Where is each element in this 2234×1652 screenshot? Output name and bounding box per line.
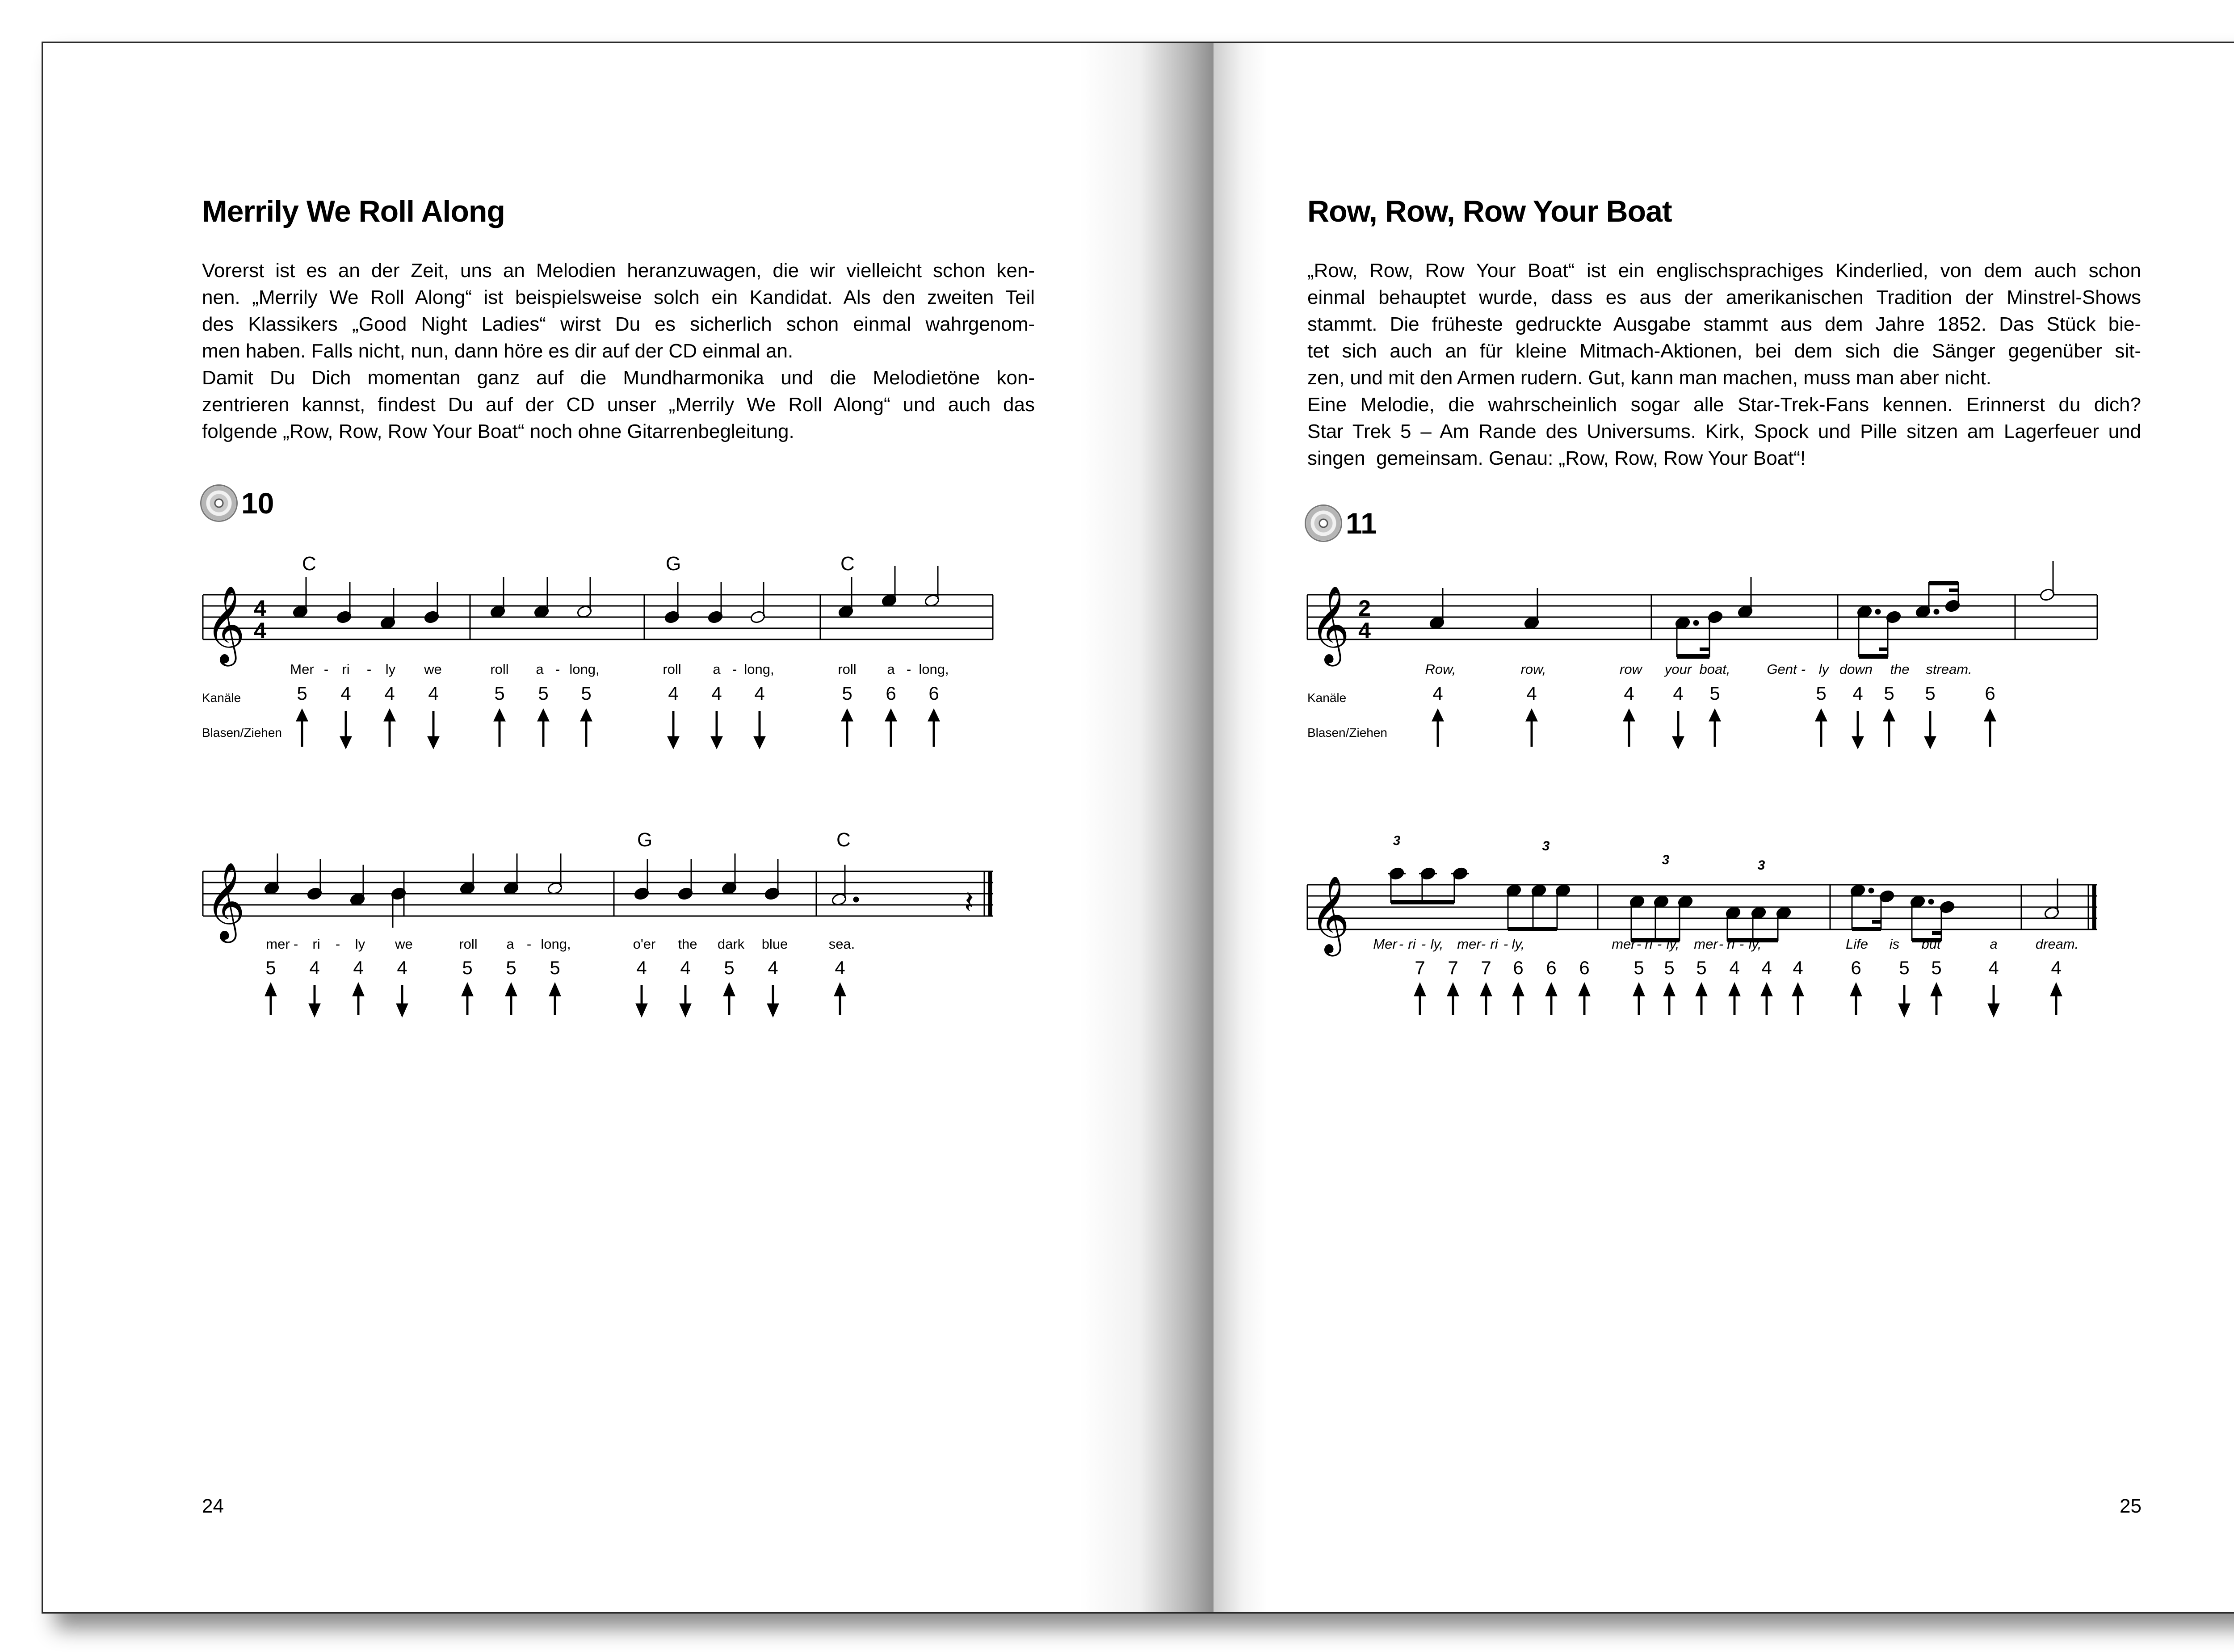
- blow-arrow-icon: [1433, 711, 1442, 747]
- lyric: o'er: [633, 936, 656, 952]
- lyric: is: [1889, 936, 1900, 952]
- draw-arrow-icon: [669, 711, 678, 747]
- lyric: -: [526, 936, 532, 952]
- channel-number: 5: [1709, 683, 1720, 704]
- lyric: the: [1890, 661, 1910, 677]
- blow-arrow-icon: [2052, 985, 2061, 1015]
- paragraph-line: des Klassikers „Good Night Ladies“ wirst Du es sicherlich schon einmal wahrgenom-: [202, 313, 1035, 335]
- draw-arrow-icon: [712, 711, 721, 747]
- treble-clef-icon: 𝄞: [206, 862, 245, 940]
- draw-arrow-icon: [1853, 711, 1862, 747]
- lyric: dream.: [2035, 936, 2079, 952]
- paragraph-line: nen. „Merrily We Roll Along“ ist beispielsweise solch ein Kandidat. Als den zweiten Teil: [202, 286, 1035, 308]
- channel-number: 6: [1851, 957, 1861, 978]
- channel-number: 4: [1729, 957, 1740, 978]
- draw-arrow-icon: [768, 985, 777, 1015]
- track-number: 11: [1346, 507, 1377, 540]
- lyric: long,: [541, 936, 571, 952]
- lyric: a: [713, 661, 721, 677]
- draw-arrow-icon: [1674, 711, 1683, 747]
- chord-symbol: G: [637, 829, 653, 851]
- lyric: -: [1657, 936, 1662, 952]
- channel-number: 5: [1884, 683, 1894, 704]
- channel-number: 4: [835, 957, 845, 978]
- note-group: [1429, 561, 2055, 657]
- time-signature-top: 2: [1358, 596, 1371, 621]
- paragraph-line: Star Trek 5 – Am Rande des Universums. Kirk, Spock und Pille sitzen am Lagerfeuer und: [1307, 420, 2141, 442]
- blow-arrow-icon: [1885, 711, 1894, 747]
- triplet-mark: 3: [1542, 839, 1550, 853]
- staff-lines: [203, 595, 993, 639]
- blow-arrow-icon: [1817, 711, 1826, 747]
- channel-number: 4: [680, 957, 691, 978]
- blow-arrow-icon: [1986, 711, 1995, 747]
- paragraph-line: „Row, Row, Row Your Boat“ ist ein englischsprachiges Kinderlied, von dem auch schon: [1307, 260, 2141, 282]
- channel-number: 5: [842, 683, 852, 704]
- blow-arrow-icon: [1527, 711, 1536, 747]
- paragraph-line: tet sich auch an für kleine Mitmach-Aktionen, bei dem sich die Sänger gegenüber sit-: [1307, 340, 2141, 362]
- blow-arrow-icon: [836, 985, 844, 1015]
- paragraph-line: singen gemeinsam. Genau: „Row, Row, Row Your Boat“!: [1307, 447, 1806, 469]
- channel-number: 6: [928, 683, 939, 704]
- lyric: ly,: [1512, 936, 1525, 952]
- lyric: -: [293, 936, 298, 952]
- draw-arrow-icon: [1989, 985, 1998, 1015]
- channel-number: 4: [340, 683, 351, 704]
- channel-number: 4: [711, 683, 722, 704]
- channel-numbers: [1432, 683, 1995, 704]
- lyric: roll: [663, 661, 681, 677]
- lyric: sea.: [828, 936, 855, 952]
- score-system-1: [43, 43, 1205, 1612]
- lyric: a: [887, 661, 895, 677]
- lyric: long,: [744, 661, 774, 677]
- blow-arrow-icon: [266, 985, 275, 1015]
- channel-numbers: [1415, 957, 2061, 978]
- channel-number: 6: [1985, 683, 1995, 704]
- lyric: ri: [1727, 936, 1735, 952]
- blow-arrow-icon: [582, 711, 591, 747]
- lyric: stream.: [1926, 661, 1972, 677]
- lyric: Gent: [1767, 661, 1797, 677]
- paragraph-line: zen, und mit den Armen rudern. Gut, kann man machen, muss man aber nicht.: [1307, 367, 1991, 389]
- draw-arrow-icon: [1926, 711, 1935, 747]
- channel-number: 7: [1481, 957, 1491, 978]
- channel-number: 5: [1899, 957, 1910, 978]
- lyric: down: [1839, 661, 1873, 677]
- paragraph-line: zentrieren kannst, findest Du auf der CD unser „Merrily We Roll Along“ und auch das: [202, 394, 1035, 416]
- channel-number: 5: [506, 957, 517, 978]
- time-signature-top: 4: [254, 596, 266, 621]
- channel-number: 4: [1988, 957, 1999, 978]
- blow-arrow-icon: [1730, 985, 1739, 1015]
- lyric: Mer: [1373, 936, 1397, 952]
- lyric: ly,: [1748, 936, 1762, 952]
- lyric: row,: [1520, 661, 1546, 677]
- lyric: -: [335, 936, 340, 952]
- page-right: [1151, 43, 2234, 1612]
- lyric: -: [323, 661, 329, 677]
- draw-arrow-icon: [398, 985, 407, 1015]
- blow-arrow-icon: [929, 711, 938, 747]
- time-signature-bottom: 4: [1358, 618, 1371, 643]
- channel-numbers: [297, 683, 939, 704]
- lyric: long,: [569, 661, 600, 677]
- channels-label: Kanäle: [1307, 691, 1347, 705]
- channels-label: Kanäle: [202, 691, 241, 705]
- channel-number: 4: [1432, 683, 1443, 704]
- channel-number: 4: [768, 957, 778, 978]
- lyric: ly: [1818, 661, 1829, 677]
- lyric: Mer: [290, 661, 314, 677]
- blow-arrow-icon: [1547, 985, 1556, 1015]
- channel-number: 5: [550, 957, 560, 978]
- draw-arrow-icon: [755, 711, 764, 747]
- song-title: Row, Row, Row Your Boat: [1307, 194, 1672, 228]
- lyric: a: [1990, 936, 1998, 952]
- dot: [854, 897, 858, 902]
- blow-arrow-icon: [1415, 985, 1424, 1015]
- channel-number: 4: [1852, 683, 1863, 704]
- treble-clef-icon: 𝄞: [206, 585, 245, 663]
- lyric: boat,: [1699, 661, 1730, 677]
- blow-arrow-icon: [1697, 985, 1706, 1015]
- channel-number: 4: [754, 683, 765, 704]
- page-number: 25: [2120, 1495, 2142, 1517]
- arrow-row: [266, 985, 844, 1015]
- blow-arrow-icon: [1710, 711, 1719, 747]
- lyric: ri: [342, 661, 350, 677]
- lyric: roll: [490, 661, 509, 677]
- lyric: -: [1636, 936, 1642, 952]
- lyric: -: [1421, 936, 1426, 952]
- lyric: dark: [717, 936, 745, 952]
- channel-number: 5: [724, 957, 735, 978]
- lyric: -: [1398, 936, 1404, 952]
- lyric: mer: [1612, 936, 1636, 952]
- lyric: the: [678, 936, 697, 952]
- chord-symbol: C: [836, 829, 851, 851]
- channel-number: 4: [2051, 957, 2062, 978]
- blow-arrow-icon: [463, 985, 472, 1015]
- channel-number: 4: [1793, 957, 1803, 978]
- draw-arrow-icon: [429, 711, 438, 747]
- triplet-marks: [1393, 833, 1765, 873]
- blow-draw-label: Blasen/Ziehen: [1307, 726, 1388, 740]
- staff-lines: [1307, 595, 2097, 639]
- blow-arrow-icon: [1580, 985, 1589, 1015]
- blow-arrow-icon: [1762, 985, 1771, 1015]
- lyric: ly: [355, 936, 365, 952]
- blow-arrow-icon: [1449, 985, 1457, 1015]
- quarter-rest-icon: 𝄽: [964, 884, 974, 921]
- chord-symbol: G: [666, 553, 681, 575]
- channel-number: 4: [353, 957, 364, 978]
- lyric: ly: [385, 661, 396, 677]
- blow-arrow-icon: [539, 711, 548, 747]
- lyric: we: [424, 661, 442, 677]
- lyric: a: [506, 936, 514, 952]
- channel-number: 4: [397, 957, 407, 978]
- lyric: -: [732, 661, 737, 677]
- lyric: ri: [1490, 936, 1498, 952]
- blow-arrow-icon: [507, 985, 516, 1015]
- channel-number: 6: [1579, 957, 1590, 978]
- triplet-mark: 3: [1393, 833, 1401, 848]
- lyric: -: [1739, 936, 1744, 952]
- arrow-row: [1415, 985, 2061, 1015]
- blow-arrow-icon: [1852, 985, 1860, 1015]
- paragraph-line: einmal behauptet wurde, dass es aus der amerikanischen Tradition der Minstrel-Shows: [1307, 286, 2141, 308]
- channel-number: 4: [384, 683, 395, 704]
- blow-arrow-icon: [1932, 985, 1941, 1015]
- draw-arrow-icon: [1900, 985, 1909, 1015]
- channel-number: 4: [1526, 683, 1537, 704]
- chord-symbol: C: [302, 553, 316, 575]
- channel-number: 5: [462, 957, 473, 978]
- channel-number: 6: [1513, 957, 1524, 978]
- lyric: your: [1664, 661, 1692, 677]
- channel-number: 6: [1546, 957, 1557, 978]
- channel-number: 5: [1664, 957, 1675, 978]
- blow-arrow-icon: [843, 711, 852, 747]
- page-number: 24: [202, 1495, 224, 1517]
- channel-number: 7: [1415, 957, 1425, 978]
- blow-arrow-icon: [1793, 985, 1802, 1015]
- lyric: mer: [1694, 936, 1718, 952]
- chord-symbol: C: [840, 553, 855, 575]
- blow-arrow-icon: [354, 985, 363, 1015]
- draw-arrow-icon: [681, 985, 690, 1015]
- channel-number: 5: [1931, 957, 1942, 978]
- lyric: blue: [761, 936, 788, 952]
- blow-arrow-icon: [1514, 985, 1523, 1015]
- lyric: Life: [1846, 936, 1868, 952]
- lyric: ri: [1645, 936, 1653, 952]
- triplet-mark: 3: [1757, 858, 1765, 873]
- channel-number: 4: [668, 683, 679, 704]
- lyric: Row,: [1425, 661, 1456, 677]
- arrow-row: [1433, 711, 1995, 747]
- channel-number: 5: [1816, 683, 1827, 704]
- draw-arrow-icon: [341, 711, 350, 747]
- channel-number: 5: [581, 683, 592, 704]
- paragraph-line: Eine Melodie, die wahrscheinlich sogar alle Star-Trek-Fans kennen. Erinnerst du dich?: [1307, 394, 2141, 416]
- channel-number: 5: [297, 683, 307, 704]
- lyric: roll: [838, 661, 857, 677]
- staff-lines: [1307, 885, 2097, 929]
- lyrics-row: [1425, 661, 1972, 677]
- channel-number: 4: [1624, 683, 1634, 704]
- blow-arrow-icon: [385, 711, 394, 747]
- lyrics-row: [290, 661, 949, 677]
- lyric: -: [1481, 936, 1486, 952]
- time-signature-bottom: 4: [254, 618, 266, 643]
- lyric: -: [366, 661, 372, 677]
- lyrics-row: [1373, 936, 2079, 952]
- draw-arrow-icon: [310, 985, 319, 1015]
- lyric: ly,: [1666, 936, 1680, 952]
- channel-number: 5: [494, 683, 505, 704]
- lyric: roll: [459, 936, 478, 952]
- channel-number: 5: [1696, 957, 1707, 978]
- channel-numbers: [265, 957, 845, 978]
- lyric: ri: [1408, 936, 1416, 952]
- channel-number: 5: [538, 683, 549, 704]
- lyric: mer: [266, 936, 290, 952]
- blow-arrow-icon: [1625, 711, 1634, 747]
- paragraph-line: Damit Du Dich momentan ganz auf die Mundharmonika und die Melodietöne kon-: [202, 367, 1035, 389]
- lyric: -: [555, 661, 560, 677]
- treble-clef-icon: 𝄞: [1310, 585, 1350, 663]
- paragraph-line: folgende „Row, Row, Row Your Boat“ noch ohne Gitarrenbegleitung.: [202, 420, 794, 442]
- channel-number: 4: [428, 683, 439, 704]
- lyric: but: [1921, 936, 1941, 952]
- channel-number: 6: [886, 683, 896, 704]
- blow-arrow-icon: [298, 711, 307, 747]
- song-title: Merrily We Roll Along: [202, 194, 505, 228]
- channel-number: 5: [1634, 957, 1644, 978]
- lyric: mer: [1457, 936, 1481, 952]
- lyric: -: [1503, 936, 1508, 952]
- lyric: -: [1718, 936, 1724, 952]
- lyrics-row: [266, 936, 855, 952]
- blow-arrow-icon: [1634, 985, 1643, 1015]
- lyric: -: [1801, 661, 1806, 677]
- paragraph-line: stammt. Die früheste gedruckte Ausgabe stammt aus dem Jahre 1852. Das Stück bie-: [1307, 313, 2141, 335]
- score-system-2: [1151, 43, 2234, 1612]
- blow-arrow-icon: [725, 985, 734, 1015]
- channel-number: 5: [1925, 683, 1936, 704]
- page-left: [43, 43, 1205, 1612]
- channel-number: 4: [1761, 957, 1772, 978]
- draw-arrow-icon: [637, 985, 646, 1015]
- blow-arrow-icon: [495, 711, 504, 747]
- channel-number: 4: [1673, 683, 1684, 704]
- channel-number: 4: [309, 957, 320, 978]
- lyric: a: [536, 661, 544, 677]
- track-number: 10: [241, 487, 274, 520]
- channel-number: 4: [636, 957, 647, 978]
- blow-draw-label: Blasen/Ziehen: [202, 726, 282, 740]
- lyric: long,: [919, 661, 949, 677]
- blow-arrow-icon: [1482, 985, 1491, 1015]
- paragraph-line: Vorerst ist es an der Zeit, uns an Melodien heranzuwagen, die wir vielleicht schon ken-: [202, 260, 1035, 282]
- blow-arrow-icon: [1665, 985, 1674, 1015]
- lyric: ly,: [1430, 936, 1444, 952]
- book-spread: [42, 42, 2234, 1614]
- blow-arrow-icon: [550, 985, 559, 1015]
- lyric: -: [906, 661, 911, 677]
- channel-number: 7: [1448, 957, 1458, 978]
- treble-clef-icon: 𝄞: [1310, 875, 1350, 953]
- note-group: [292, 566, 940, 630]
- lyric: we: [395, 936, 413, 952]
- lyric: row: [1620, 661, 1642, 677]
- paragraph-line: men haben. Falls nicht, nun, dann höre es dir auf der CD einmal an.: [202, 340, 794, 362]
- lyric: ri: [312, 936, 320, 952]
- triplet-mark: 3: [1662, 853, 1670, 867]
- arrow-row: [298, 711, 938, 747]
- channel-number: 5: [265, 957, 276, 978]
- blow-arrow-icon: [886, 711, 895, 747]
